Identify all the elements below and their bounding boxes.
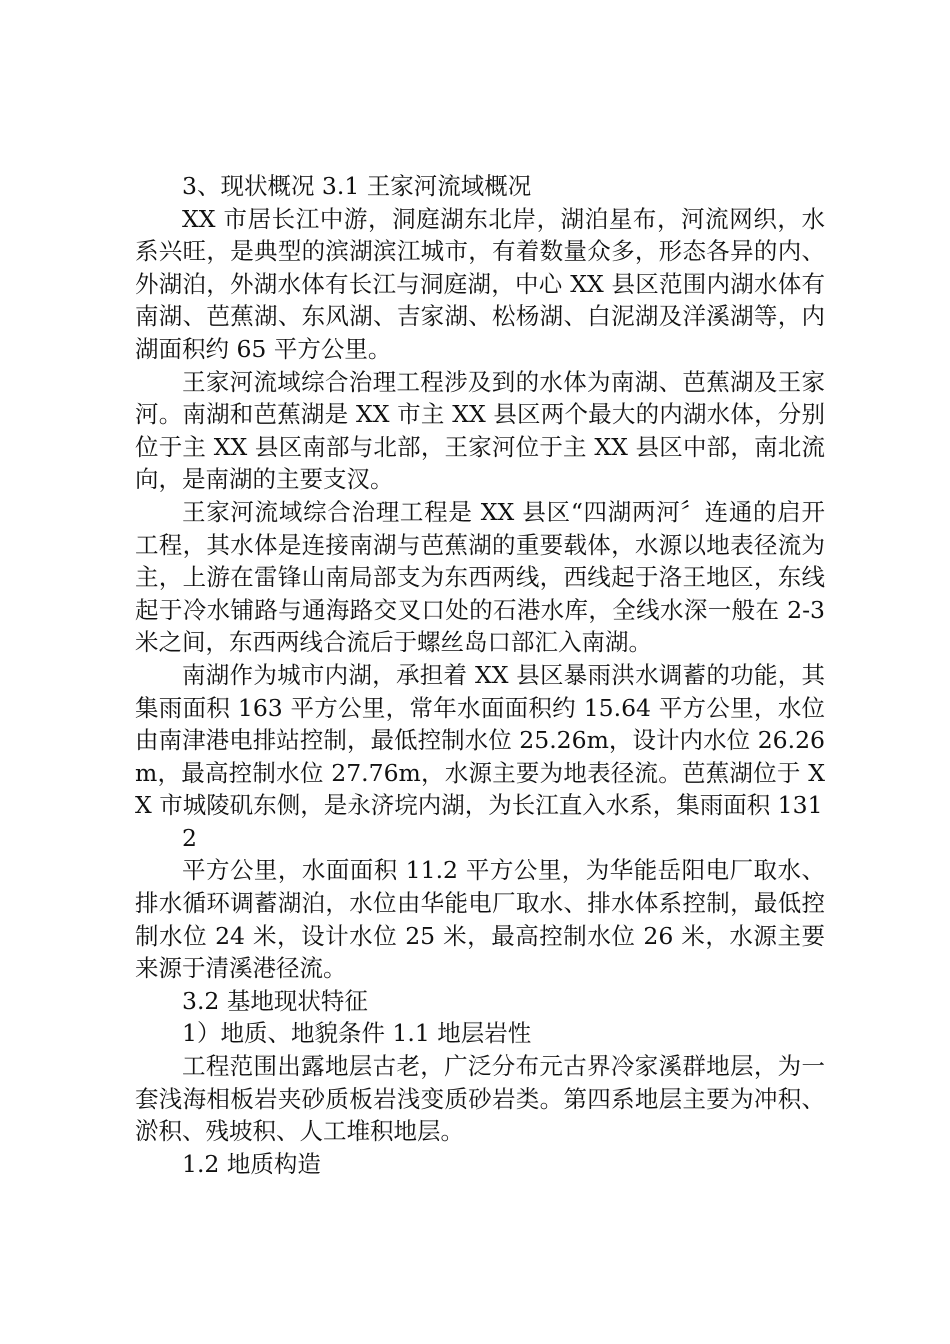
section-3-2-heading: 3.2 基地现状特征 [182,986,368,1015]
paragraph-project-water-bodies: 王家河流域综合治理工程涉及到的水体为南湖、芭蕉湖及王家河。南湖和芭蕉湖是 XX 市主 XX 县区两个最大的内湖水体，分别位于主 XX 县区南部与北部，王家河位于主 XX 县区中部，南北流向，是南湖的主要支汊。 [135,367,825,494]
subsection-1-2-heading: 1.2 地质构造 [182,1149,321,1178]
paragraph-lakes-overview: XX 市居长江中游，洞庭湖东北岸，湖泊星布，河流网织，水系兴旺，是典型的滨湖滨江城市，有着数量众多，形态各异的内、外湖泊，外湖水体有长江与洞庭湖，中心 XX 县区范围内湖水体有南湖、芭蕉湖、东风湖、吉家湖、松杨湖、白泥湖及洋溪湖等，内湖面积约 65 平方公里。 [135,204,825,363]
paragraph-stratigraphy: 工程范围出露地层古老，广泛分布元古界冷家溪群地层，为一套浅海相板岩夹砂质板岩浅变质砂岩类。第四系地层主要为冲积、淤积、残坡积、人工堆积地层。 [135,1052,825,1146]
superscript-fragment: 2 [182,823,197,852]
paragraph-nanhu-bajiao: 南湖作为城市内湖，承担着 XX 县区暴雨洪水调蓄的功能，其集雨面积 163 平方公里，常年水面面积约 15.64 平方公里，水位由南津港电排站控制，最低控制水位 25.26m，设计内水位 26.26m，最高控制水位 27.76m，水源主要为地表径流。芭蕉湖位于 XX 市城陵矶东侧，是永济垸内湖，为长江直入水系，集雨面积 131 [135,660,825,820]
subsection-1-heading: 1）地质、地貌条件 1.1 地层岩性 [182,1019,532,1048]
document-body [135,170,825,1180]
paragraph-wangjia-river: 王家河流域综合治理工程是 XX 县区“四湖两河〞连通的启开工程，其水体是连接南湖与芭蕉湖的重要载体，水源以地表径流为主，上游在雷锋山南局部支为东西两线，西线起于洛王地区，东线起于冷水铺路与通海路交叉口处的石港水库，全线水深一般在 2-3 米之间，东西两线合流后于螺丝岛口部汇入南湖。 [135,497,825,657]
paragraph-bajiao-continued: 平方公里，水面面积 11.2 平方公里，为华能岳阳电厂取水、排水循环调蓄湖泊，水位由华能电厂取水、排水体系控制，最低控制水位 24 米，设计水位 25 米，最高控制水位 26 米，水源主要来源于清溪港径流。 [135,856,825,983]
section-3-heading: 3、现状概况 3.1 王家河流域概况 [182,172,532,200]
